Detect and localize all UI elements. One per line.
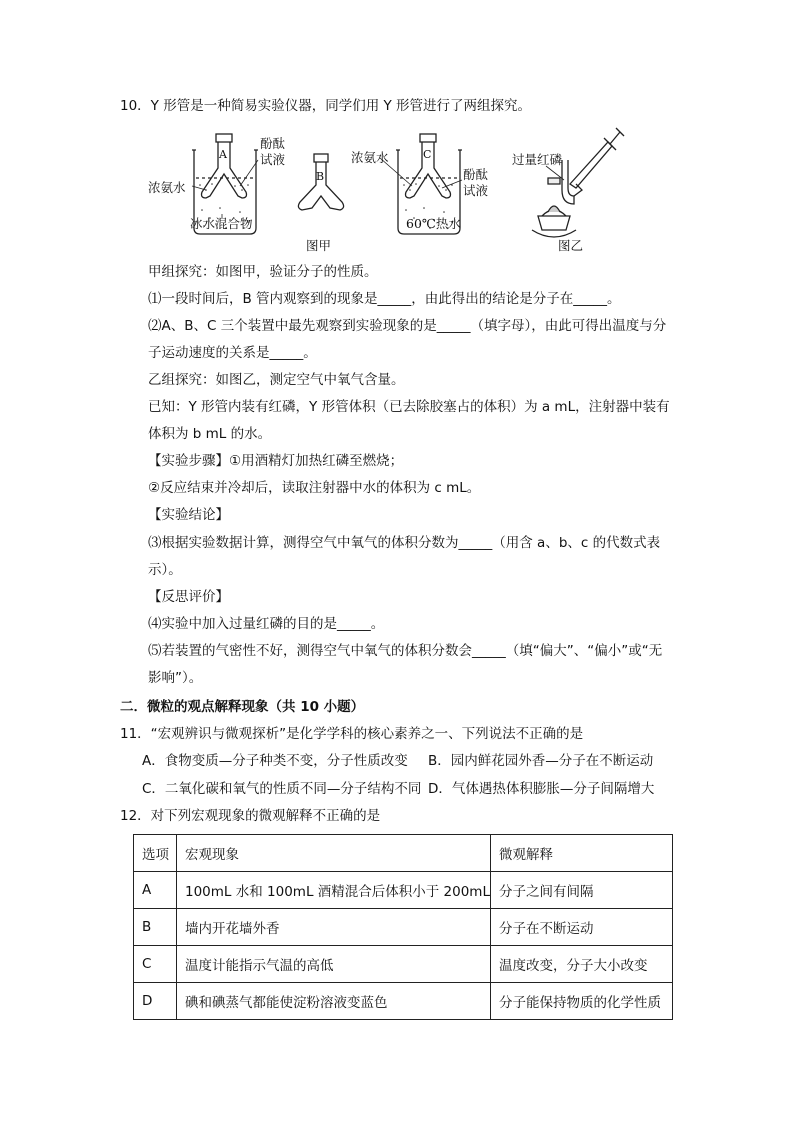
q10-line-1: 甲组探究：如图甲，验证分子的性质。 [148,264,378,280]
q10-line-10: 【实验结论】 [148,507,229,523]
label-ice-water: 冰水混合物 [190,216,253,231]
label-indicator-2: 试液 [463,183,489,198]
q11-option-b: B．园内鲜花园外香—分子在不断运动 [428,753,654,769]
cell-macro: 墙内开花墙外香 [177,909,491,946]
label-a: A [219,148,227,161]
table-row [134,872,673,909]
cell-option: D [134,983,177,1020]
cell-option: B [134,909,177,946]
table-row [134,909,673,946]
label-phenolphthalein-1: 酚酞 [260,136,286,151]
q12-table [133,834,673,1020]
figure-jia [140,130,489,255]
cell-macro: 碘和碘蒸气都能使淀粉溶液变蓝色 [177,983,491,1020]
q10-line-2: ⑴一段时间后，B 管内观察到的现象是_____，由此得出的结论是分子在_____。 [148,291,621,307]
header-micro: 微观解释 [490,835,672,872]
cell-option: A [134,872,177,909]
q10-line-14: ⑷实验中加入过量红磷的目的是_____。 [148,616,385,632]
q10-line-7: 体积为 b mL 的水。 [148,426,272,442]
q10-line-8: 【实验步骤】①用酒精灯加热红磷至燃烧； [148,453,404,469]
q10-line-5: 乙组探究：如图乙，测定空气中氧气含量。 [148,372,405,388]
cell-micro: 分子之间有间隔 [490,872,672,909]
label-ammonia-right: 浓氨水 [351,150,389,165]
figure-yi [512,120,632,255]
q10-line-6: 已知：Y 形管内装有红磷，Y 形管体积（已去除胶塞占的体积）为 a mL，注射器中装有 [148,399,670,415]
q12-stem: 12．对下列宏观现象的微观解释不正确的是 [120,808,381,824]
label-c: C [423,148,432,161]
q11-stem: 11．“宏观辨识与微观探析”是化学学科的核心素养之一、下列说法不正确的是 [120,726,584,742]
label-phenolphthalein-2: 酚酞 [463,167,489,182]
q10-line-4: 子运动速度的关系是_____。 [148,345,317,361]
q10-line-9: ②反应结束并冷却后，读取注射器中水的体积为 c mL。 [148,480,481,496]
q10-line-15: ⑸若装置的气密性不好，测得空气中氧气的体积分数会_____（填“偏大”、“偏小”或“无 [148,643,663,659]
label-indicator-1: 试液 [260,152,286,167]
q10-line-16: 影响”）。 [148,670,203,686]
cell-micro: 温度改变，分子大小改变 [490,946,672,983]
cell-micro: 分子在不断运动 [490,909,672,946]
q10-line-3: ⑵A、B、C 三个装置中最先观察到实验现象的是_____（填字母），由此可得出温度与分 [148,318,667,334]
table-header-row [134,835,673,872]
label-hot-water: 60℃热水 [406,216,461,231]
q11-option-d: D．气体遇热体积膨胀—分子间隔增大 [428,781,655,797]
label-ammonia-left: 浓氨水 [148,180,186,195]
q10-line-12: 示）。 [148,562,182,578]
figure-jia-caption: 图甲 [306,238,332,253]
cell-micro: 分子能保持物质的化学性质 [490,983,672,1020]
table-row [134,983,673,1020]
q11-option-a: A．食物变质—分子种类不变，分子性质改变 [142,753,408,769]
header-macro: 宏观现象 [177,835,491,872]
q10-line-11: ⑶根据实验数据计算，测得空气中氧气的体积分数为_____（用含 a、b、c 的代数式表 [148,535,661,551]
figure-yi-caption: 图乙 [558,238,584,253]
q10-line-13: 【反思评价】 [148,589,229,605]
label-excess-phosphorus: 过量红磷 [512,152,563,167]
section-heading: 二．微粒的观点解释现象（共 10 小题） [120,699,365,715]
q10-stem: 10．Y 形管是一种简易实验仪器，同学们用 Y 形管进行了两组探究。 [120,98,532,114]
q11-option-c: C．二氧化碳和氧气的性质不同—分子结构不同 [142,781,422,797]
cell-option: C [134,946,177,983]
cell-macro: 温度计能指示气温的高低 [177,946,491,983]
label-b: B [316,170,325,183]
syringe-apparatus-diagram [512,120,632,255]
cell-macro: 100mL 水和 100mL 酒精混合后体积小于 200mL [177,872,491,909]
header-option: 选项 [134,835,177,872]
table-row [134,946,673,983]
